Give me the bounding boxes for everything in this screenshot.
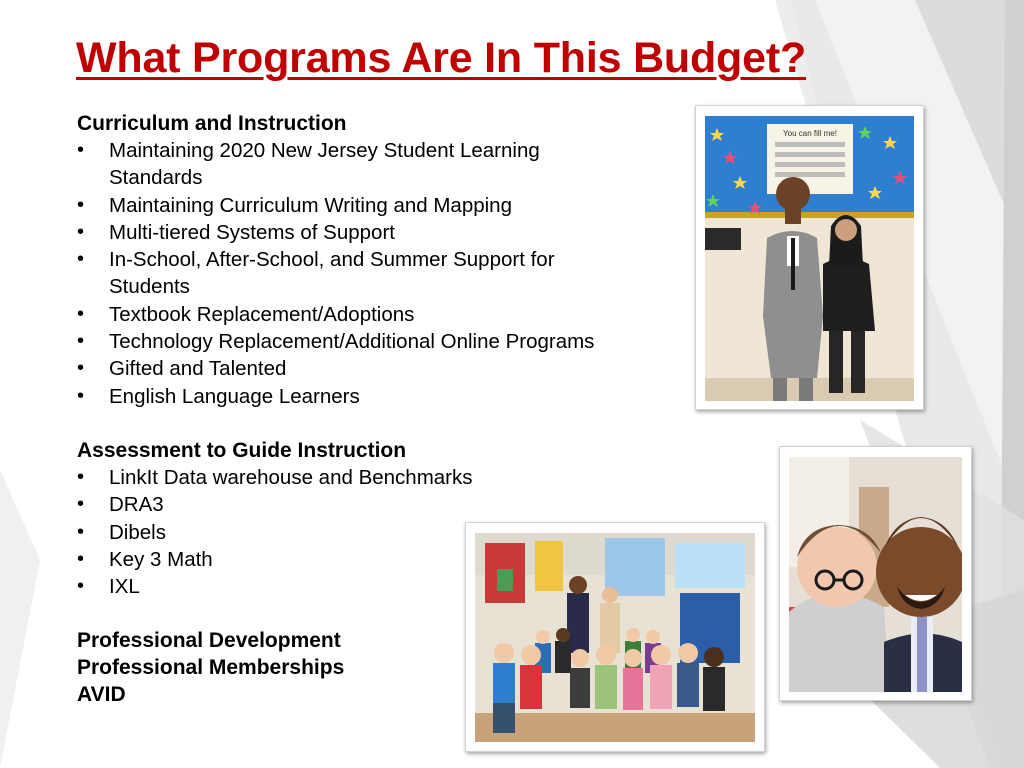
section-heading-professional-memberships: Professional Memberships [77,656,345,680]
page-title: What Programs Are In This Budget? [76,34,807,82]
list-item: • IXL [77,573,597,600]
curriculum-list [77,137,597,410]
list-item: • DRA3 [77,491,597,518]
photo-staff-and-student-image [705,116,914,401]
photo-staff-and-student [695,105,924,410]
section-heading-avid: AVID [77,683,126,707]
list-item: • English Language Learners [77,383,597,410]
section-heading-professional-development: Professional Development [77,629,341,653]
section-heading-assessment: Assessment to Guide Instruction [77,438,407,462]
section-heading-curriculum: Curriculum and Instruction [77,112,347,135]
photo-selfie [779,446,972,701]
list-item: • Textbook Replacement/Adoptions [77,301,597,328]
list-item: • Technology Replacement/Additional Online Programs [77,328,597,355]
list-item: • Gifted and Talented [77,355,597,382]
photo-classroom-group [465,522,765,752]
list-item: • In-School, After-School, and Summer Support for Students [77,246,597,301]
photo-selfie-image [789,457,962,692]
photo-classroom-group-image [475,533,755,742]
list-item: • Maintaining Curriculum Writing and Mapping [77,192,597,219]
list-item: • Key 3 Math [77,546,597,573]
list-item: • Dibels [77,519,597,546]
list-item: • Multi-tiered Systems of Support [77,219,597,246]
list-item: • Maintaining 2020 New Jersey Student Learning Standards [77,137,597,192]
list-item: • LinkIt Data warehouse and Benchmarks [77,464,597,491]
bulletin-banner: You can fill me! [783,129,837,138]
